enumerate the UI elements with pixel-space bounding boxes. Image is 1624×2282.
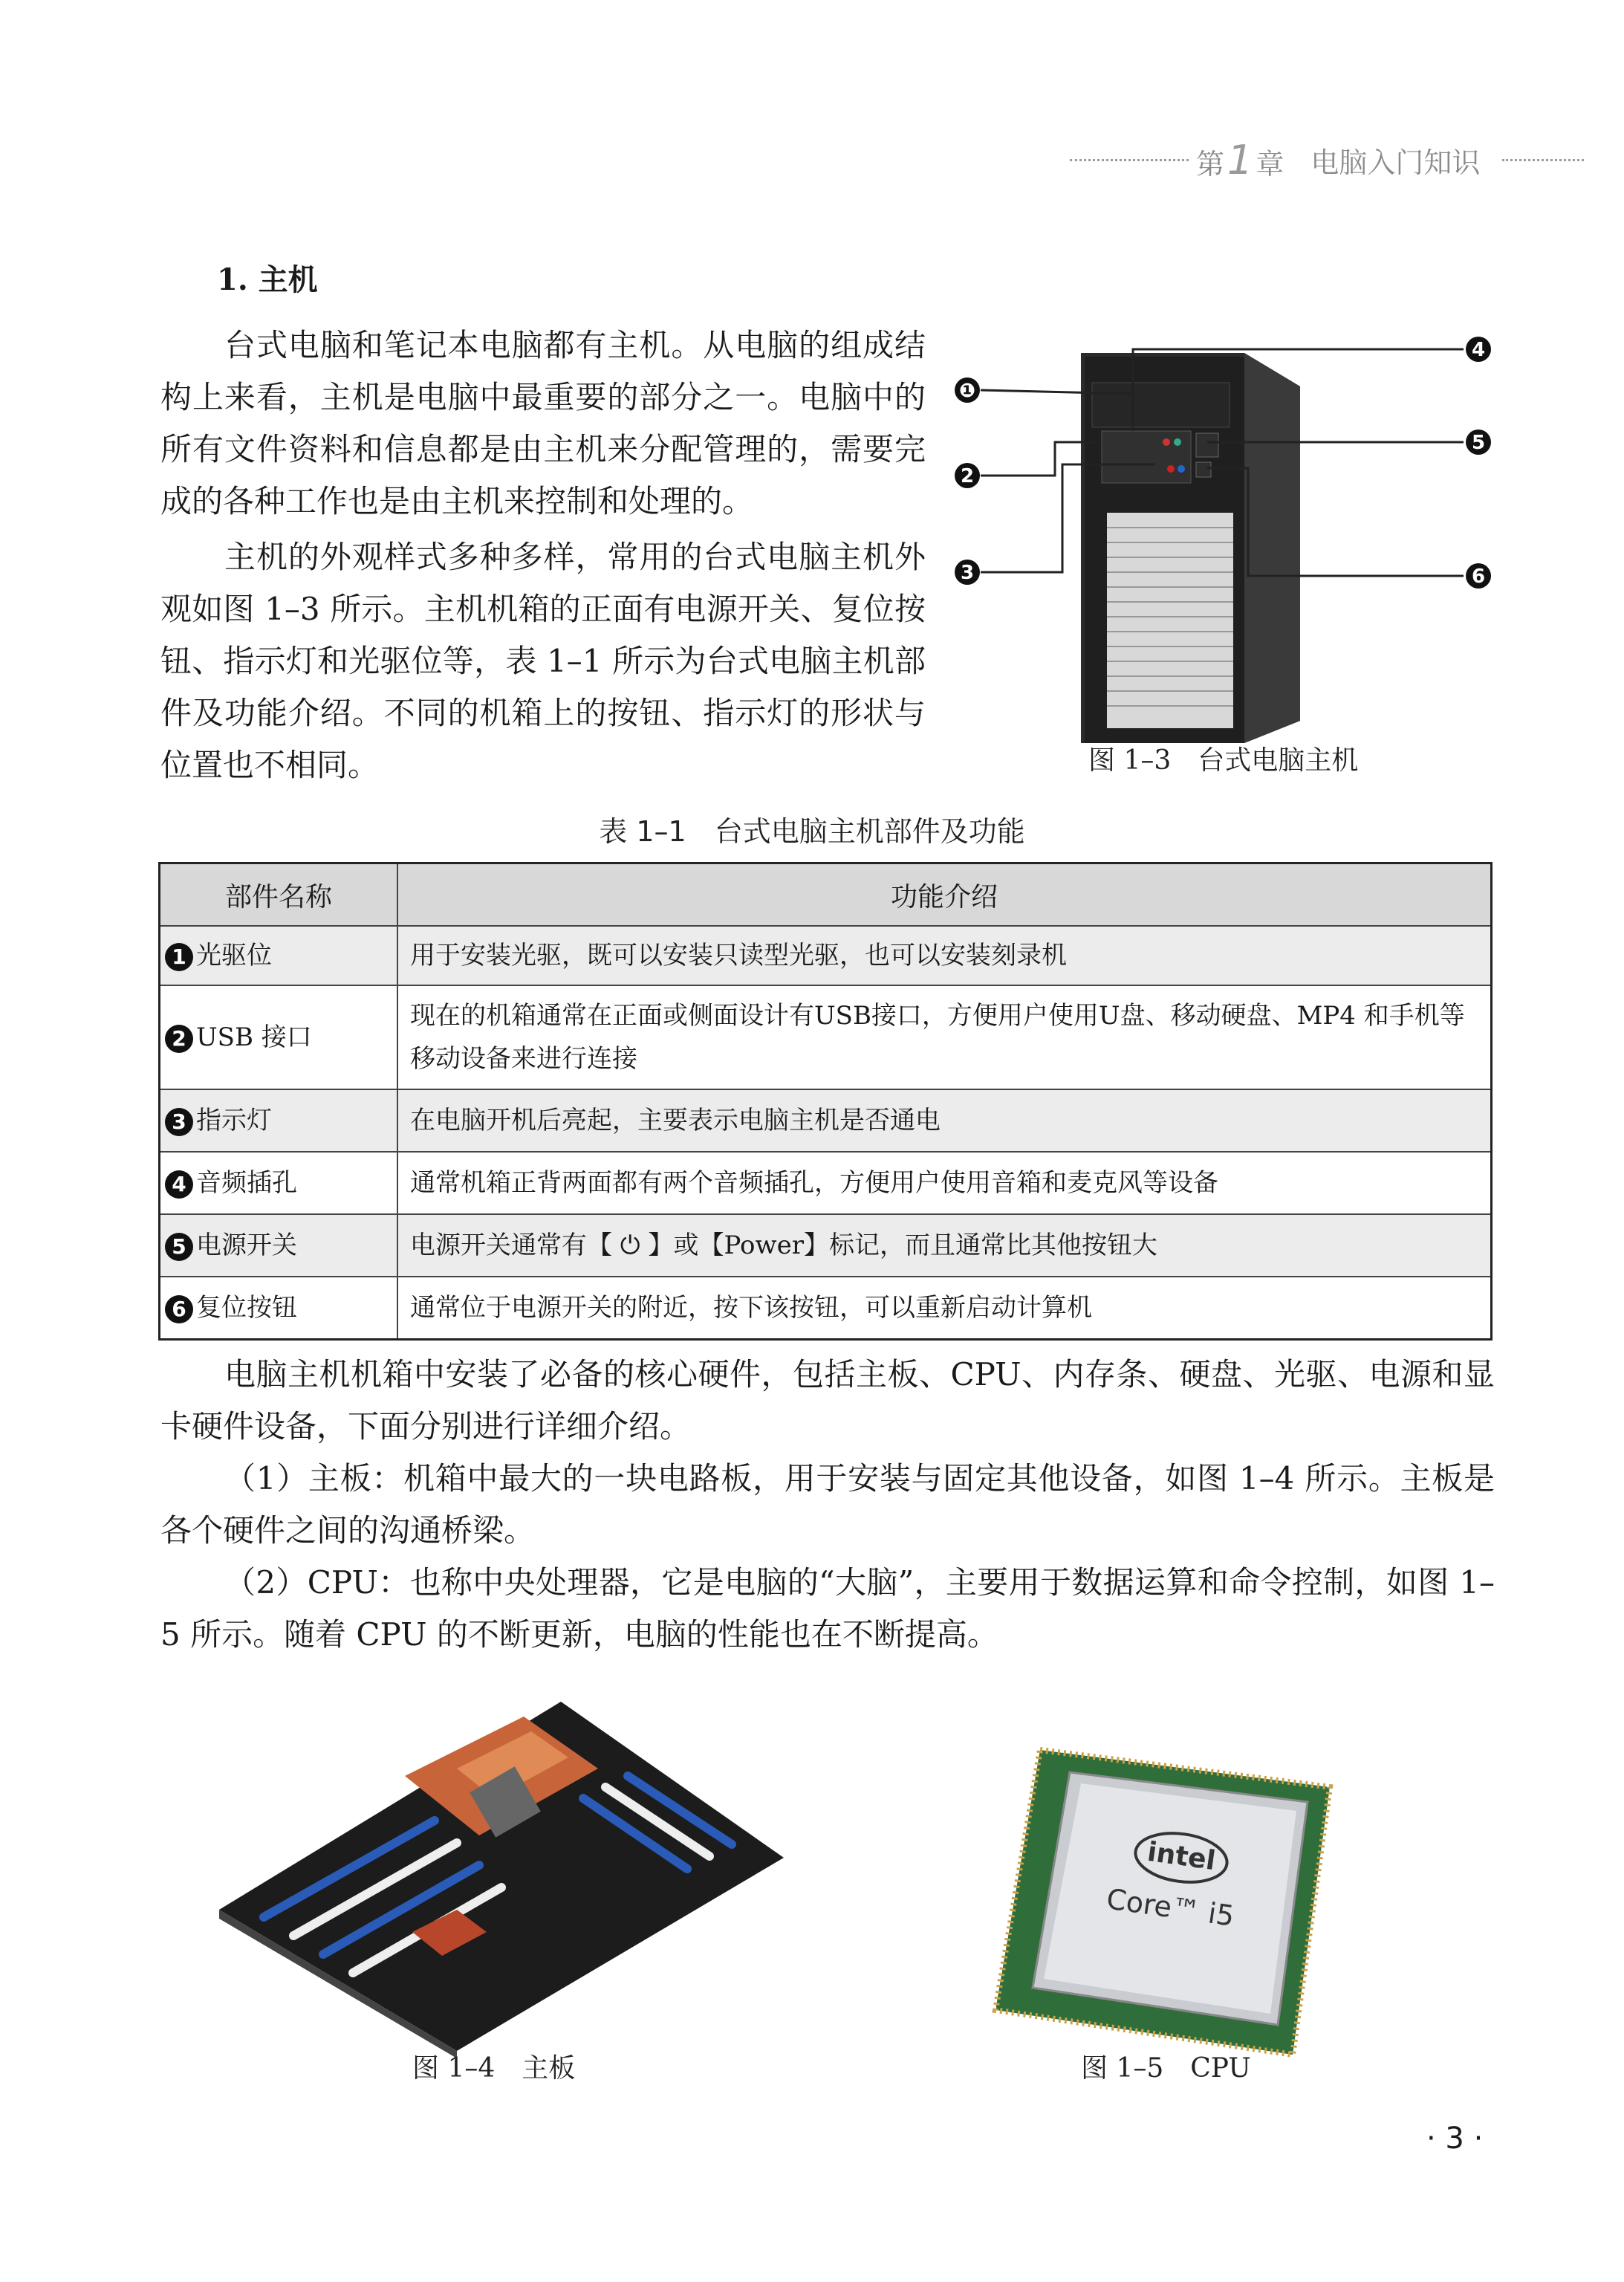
- header-bar: [1492, 143, 1499, 177]
- column-header: 功能介绍: [397, 863, 1492, 927]
- figure-caption: 图 1–5 CPU: [1081, 2053, 1251, 2084]
- callout-badge: 4: [165, 1170, 193, 1199]
- svg-text:6: 6: [1471, 565, 1486, 588]
- svg-text:2: 2: [960, 465, 975, 487]
- part-desc: 用于安装光驱，既可以安装只读型光驱，也可以安装刻录机: [397, 926, 1492, 985]
- running-header: [1070, 136, 1575, 184]
- svg-text:❶: ❶: [958, 380, 976, 402]
- optical-bay: [1092, 383, 1230, 427]
- table-row: [160, 1152, 1492, 1214]
- callout-badge: 2: [165, 1025, 193, 1053]
- svg-text:4: 4: [1471, 339, 1486, 361]
- header-dashes-right: [1502, 159, 1584, 161]
- cpu-figure: [981, 1728, 1352, 2062]
- paragraph: 电脑主机机箱中安装了必备的核心硬件，包括主板、CPU、内存条、硬盘、光驱、电源和显卡硬件设备，下面分别进行详细介绍。: [160, 1356, 1495, 1445]
- table-row: [160, 926, 1492, 985]
- callout-badge: 6: [165, 1295, 193, 1323]
- section-title: 1. 主机: [217, 262, 318, 297]
- part-name: 音频插孔: [196, 1168, 297, 1198]
- part-desc: 通常位于电源开关的附近，按下该按钮，可以重新启动计算机: [397, 1277, 1492, 1339]
- part-name: USB 接口: [196, 1022, 312, 1052]
- part-desc: 在电脑开机后亮起，主要表示电脑主机是否通电: [397, 1089, 1492, 1152]
- part-desc: 电源开关通常有【 ⏻ 】或【Power】标记，而且通常比其他按钮大: [397, 1214, 1492, 1277]
- reset-button: [1196, 462, 1211, 477]
- parts-table: [158, 862, 1493, 1341]
- chapter-label: 第1 章: [1196, 136, 1284, 184]
- motherboard-figure: [212, 1687, 791, 2058]
- callout-badge: 5: [165, 1233, 193, 1261]
- body-text: [160, 1349, 1495, 1661]
- table-row: [160, 1277, 1492, 1339]
- svg-text:5: 5: [1471, 432, 1486, 454]
- paragraph: 主机的外观样式多种多样，常用的台式电脑主机外观如图 1–3 所示。主机机箱的正面有电源开关、复位按钮、指示灯和光驱位等，表 1–1 所示为台式电脑主机部件及功能介绍。不同的机箱上的按钮、指示灯的形状与位置也不相同。: [160, 539, 926, 783]
- page-number: · 3 ·: [1426, 2121, 1484, 2156]
- header-dashes-left: [1070, 159, 1189, 161]
- front-grille: [1107, 513, 1233, 728]
- column-header: 部件名称: [160, 863, 398, 927]
- part-name: 复位按钮: [196, 1292, 297, 1323]
- paragraph: 台式电脑和笔记本电脑都有主机。从电脑的组成结构上来看，主机是电脑中最重要的部分之一。电脑中的所有文件资料和信息都是由主机来分配管理的，需要完成的各种工作也是由主机来控制和处理的。: [160, 327, 926, 519]
- table-header-row: [160, 863, 1492, 927]
- cpu-model: Core™ i5: [1104, 1882, 1237, 1933]
- part-name: 指示灯: [196, 1106, 272, 1135]
- paragraph: （1）主板：机箱中最大的一块电路板，用于安装与固定其他设备，如图 1–4 所示。主板是各个硬件之间的沟通桥梁。: [160, 1460, 1495, 1549]
- case-figure: [951, 327, 1516, 743]
- callout-badge: 1: [165, 943, 193, 971]
- table-row: [160, 985, 1492, 1089]
- svg-text:3: 3: [960, 562, 975, 584]
- cpu-brand: intel: [1145, 1836, 1218, 1877]
- paragraph: （2）CPU：也称中央处理器，它是电脑的“大脑”，主要用于数据运算和命令控制，如图 1–5 所示。随着 CPU 的不断更新，电脑的性能也在不断提高。: [160, 1564, 1495, 1653]
- part-desc: 通常机箱正背两面都有两个音频插孔，方便用户使用音箱和麦克风等设备: [397, 1152, 1492, 1214]
- callout-badge: 3: [165, 1108, 193, 1136]
- table-row: [160, 1089, 1492, 1152]
- part-name: 光驱位: [196, 941, 272, 970]
- table-caption: 表 1–1 台式电脑主机部件及功能: [599, 815, 1025, 848]
- power-button: [1196, 433, 1218, 457]
- figure-caption: 图 1–3 台式电脑主机: [1088, 745, 1359, 776]
- case-side: [1244, 353, 1300, 743]
- table-row: [160, 1214, 1492, 1277]
- chapter-title: 电脑入门知识: [1310, 146, 1481, 179]
- part-name: 电源开关: [196, 1231, 297, 1260]
- part-desc: 现在的机箱通常在正面或侧面设计有USB接口，方便用户使用U盘、移动硬盘、MP4 和手机等移动设备来进行连接: [397, 985, 1492, 1089]
- figure-caption: 图 1–4 主板: [412, 2053, 576, 2084]
